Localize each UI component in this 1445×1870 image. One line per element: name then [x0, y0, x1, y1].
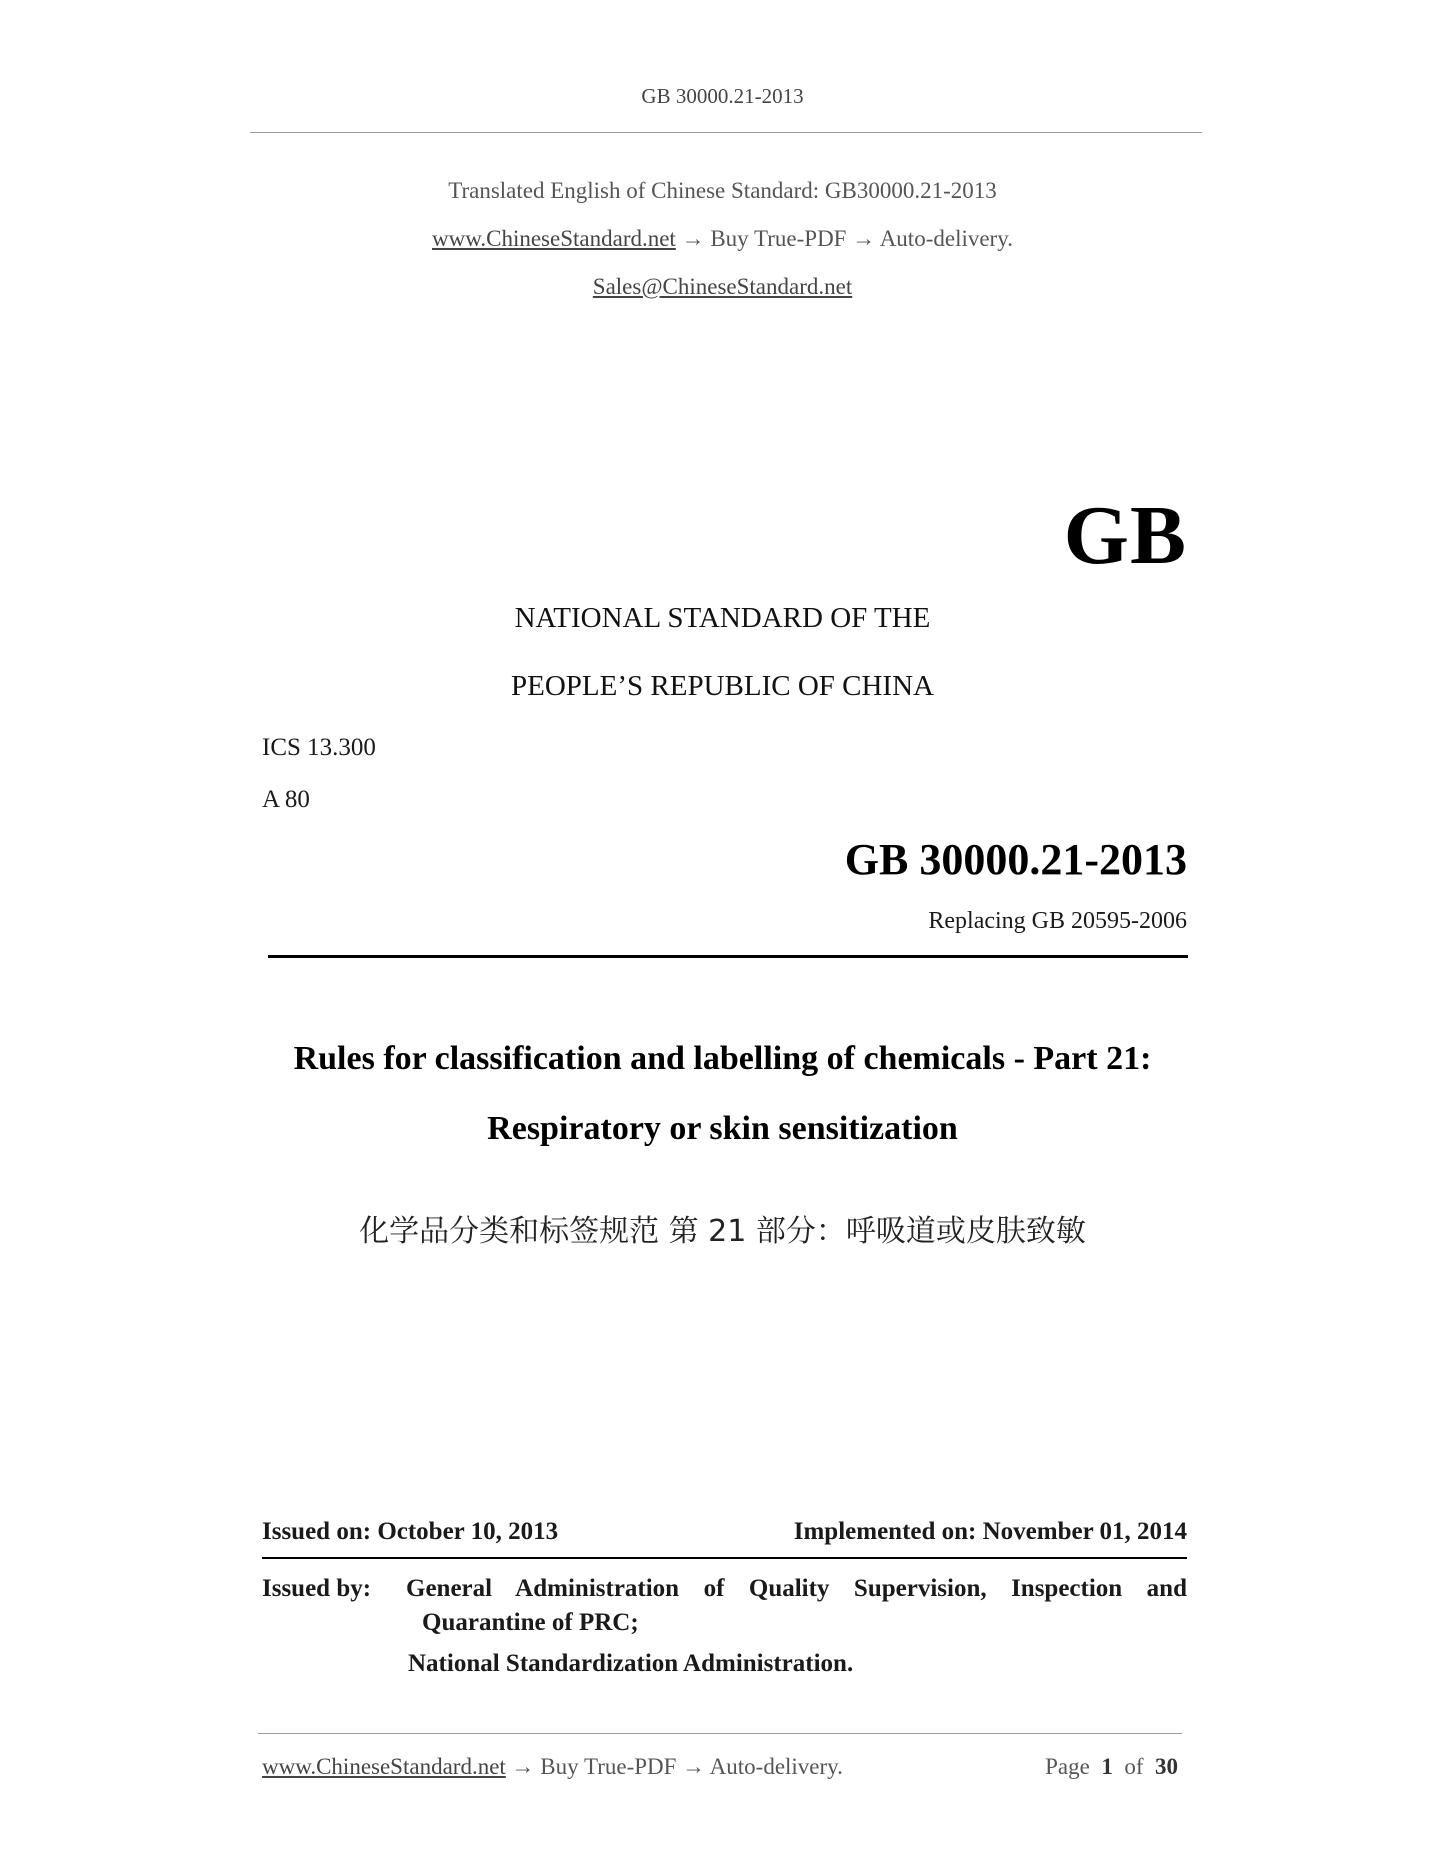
- footer-buy-text: → Buy True-PDF → Auto-delivery.: [505, 1754, 843, 1779]
- issued-by-label: Issued by:: [262, 1575, 372, 1602]
- title-chinese: 化学品分类和标签规范 第 21 部分：呼吸道或皮肤致敏: [359, 1214, 1086, 1249]
- title-divider: [268, 955, 1188, 958]
- national-standard-line1: NATIONAL STANDARD OF THE: [514, 602, 931, 634]
- standard-number: GB 30000.21-2013: [844, 835, 1187, 884]
- title-english-line2: Respiratory or skin sensitization: [487, 1110, 958, 1147]
- sales-email-link[interactable]: Sales@ChineseStandard.net: [592, 274, 853, 299]
- buy-text: → Buy True-PDF → Auto-delivery.: [675, 226, 1013, 251]
- site-link[interactable]: www.ChineseStandard.net: [432, 226, 676, 251]
- footer-buy-notice: [262, 1754, 843, 1780]
- issued-by-line2: Quarantine of PRC;: [422, 1609, 639, 1636]
- sales-contact: [0, 274, 1445, 300]
- implemented-on-date: Implemented on: November 01, 2014: [793, 1518, 1187, 1545]
- title-english-line1: Rules for classification and labelling of chemicals - Part 21:: [293, 1040, 1152, 1077]
- translation-notice: Translated English of Chinese Standard: GB30000.21-2013: [448, 178, 997, 203]
- page-total: 30: [1155, 1754, 1178, 1779]
- page-label: Page: [1045, 1754, 1090, 1779]
- footer-site-link[interactable]: www.ChineseStandard.net: [262, 1754, 506, 1779]
- of-label: of: [1124, 1754, 1144, 1779]
- dates-divider: [262, 1557, 1187, 1559]
- page-indicator: [1045, 1754, 1178, 1780]
- gb-logo: GB: [1063, 489, 1187, 582]
- ccs-code: A 80: [262, 786, 310, 813]
- ics-code: ICS 13.300: [262, 734, 376, 761]
- issued-by-line3: National Standardization Administration.: [408, 1650, 854, 1677]
- buy-notice: [0, 226, 1445, 252]
- issued-by-block: [262, 1572, 1187, 1640]
- header-divider: [250, 132, 1202, 133]
- footer-divider: [258, 1733, 1182, 1734]
- page-number: 1: [1101, 1754, 1113, 1779]
- page-header-title: GB 30000.21-2013: [641, 84, 804, 108]
- issued-by-line1: General Administration of Quality Supervision, Inspection and: [406, 1575, 1187, 1602]
- national-standard-line2: PEOPLE’S REPUBLIC OF CHINA: [511, 670, 934, 702]
- replacing-note: Replacing GB 20595-2006: [928, 908, 1187, 934]
- issued-on-date: Issued on: October 10, 2013: [262, 1518, 559, 1545]
